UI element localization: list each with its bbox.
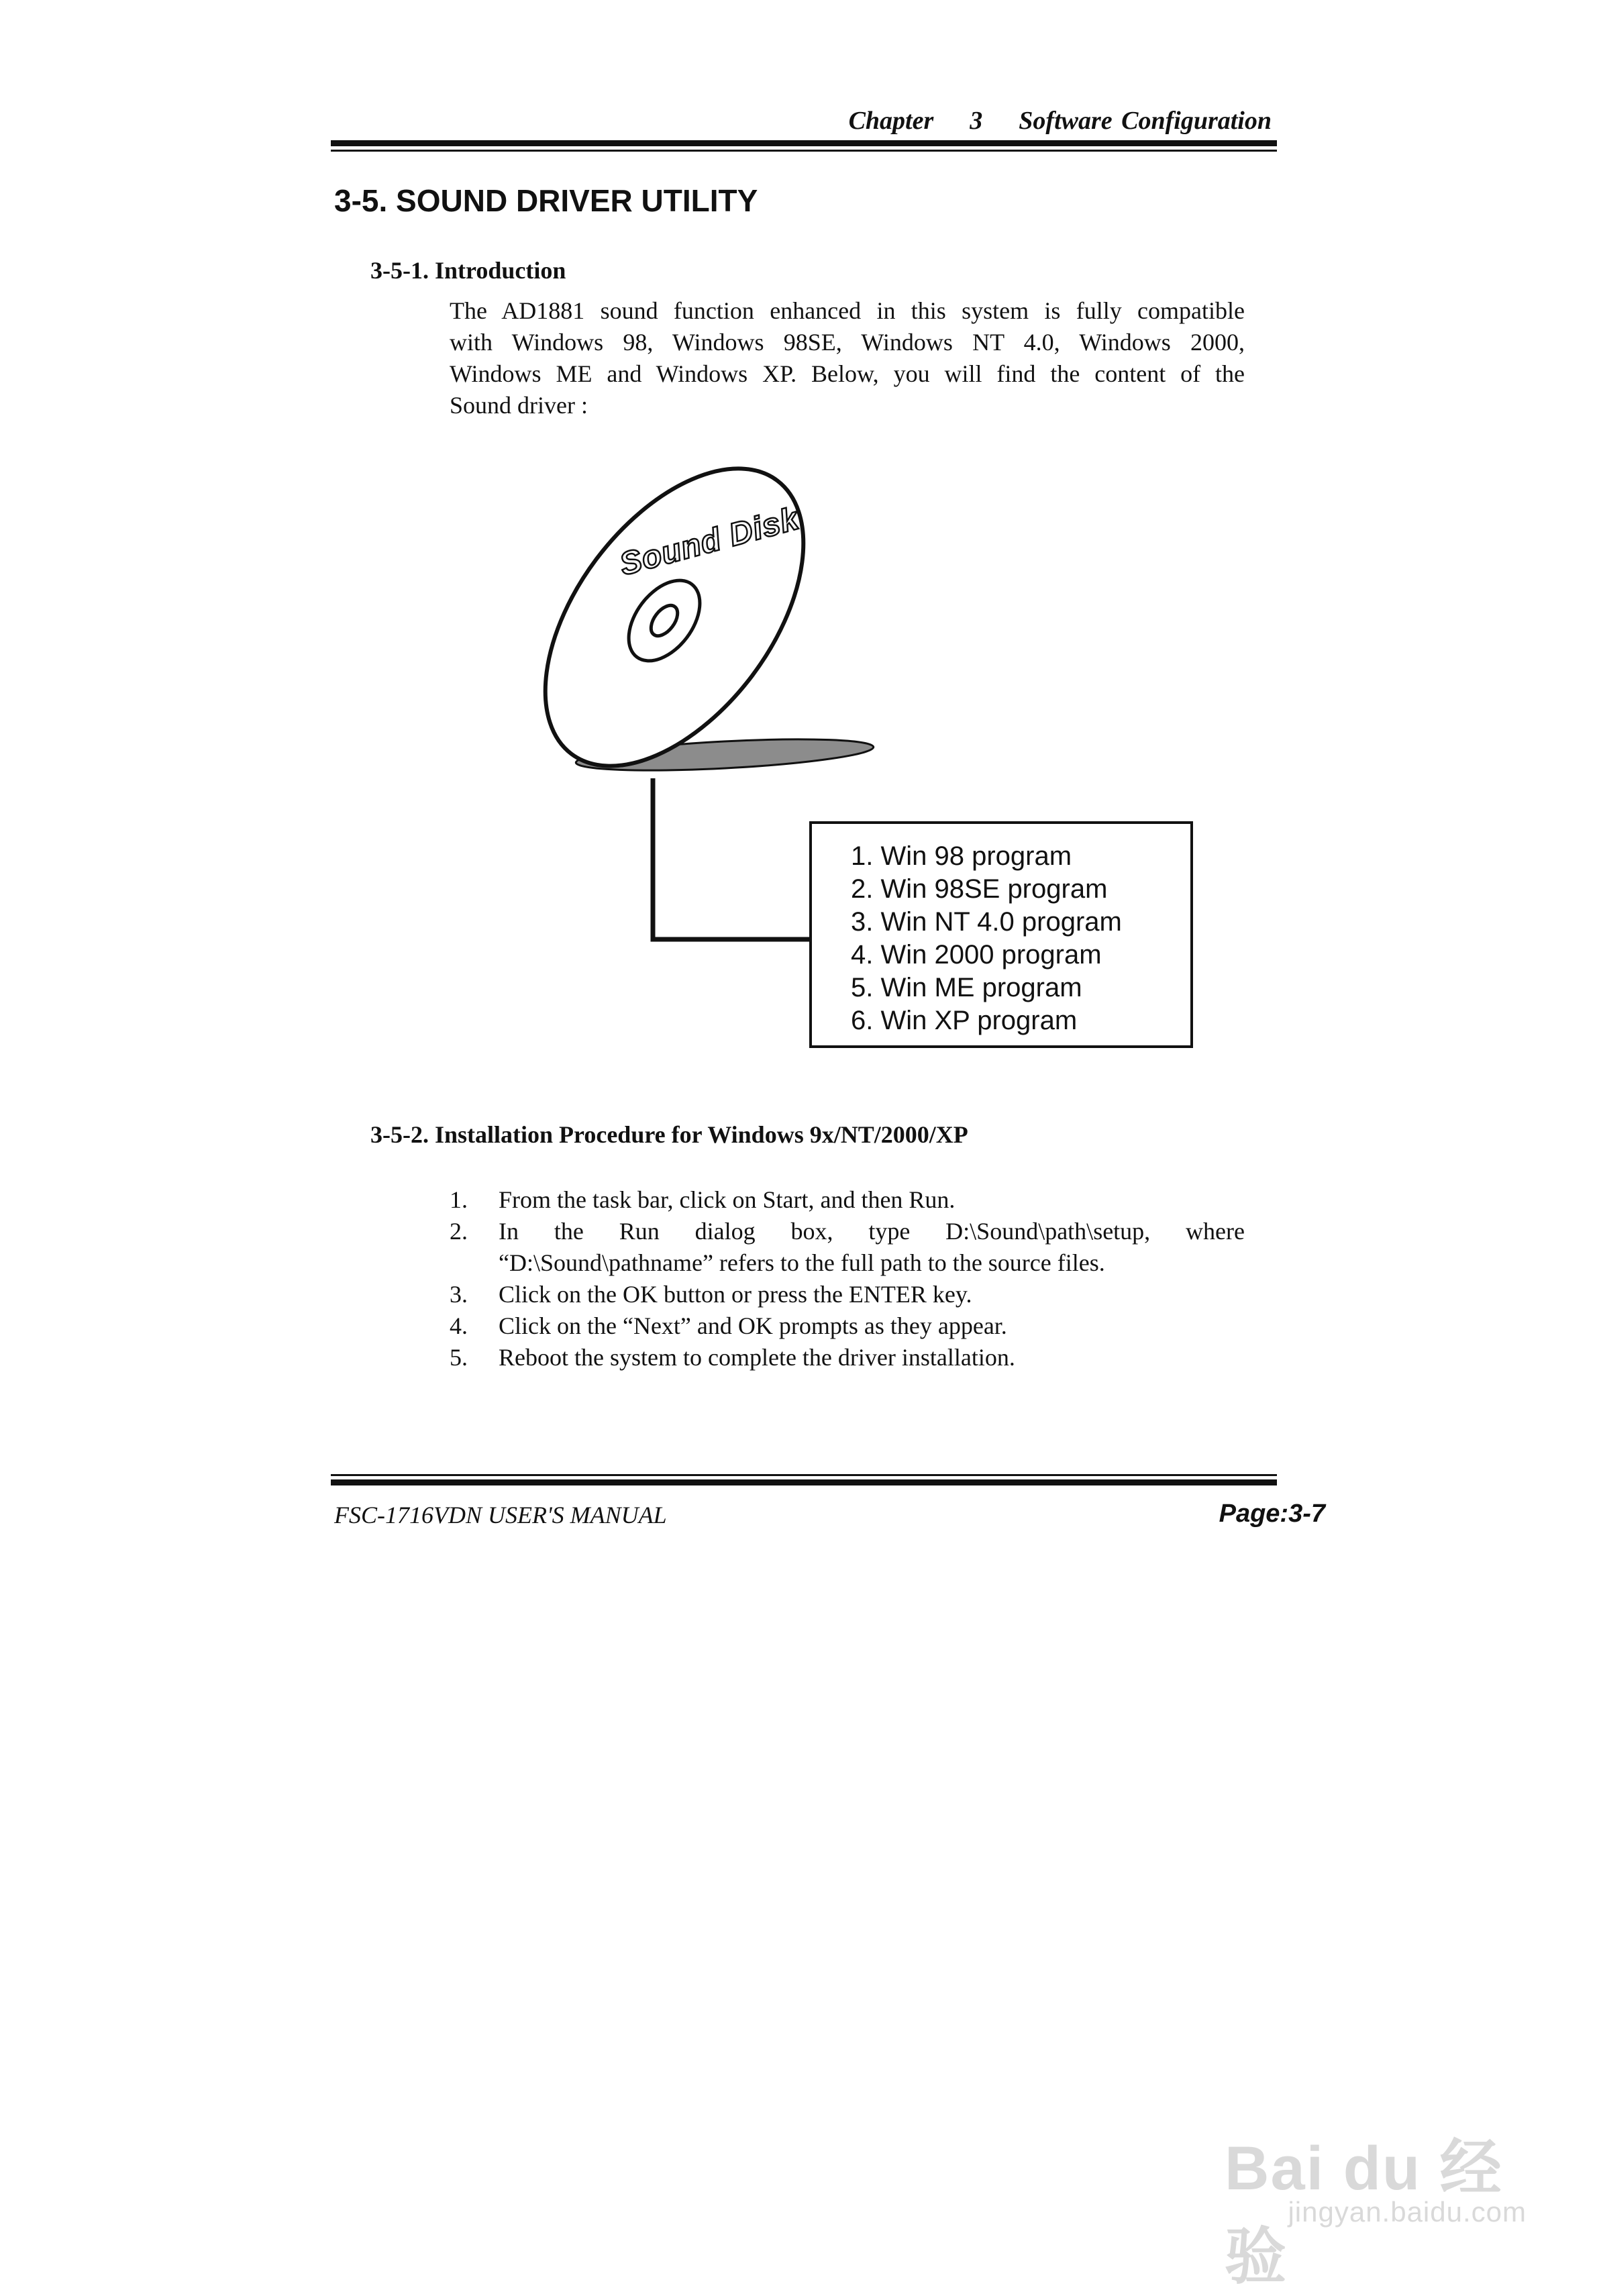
intro-line: The AD1881 sound function enhanced in this system is fully compatible xyxy=(450,297,1245,324)
program-item: 4. Win 2000 program xyxy=(851,940,1102,970)
install-step xyxy=(450,1184,1245,1216)
connector-horizontal xyxy=(653,778,812,939)
program-item: 6. Win XP program xyxy=(851,1006,1078,1035)
step-text: From the task bar, click on Start, and then Run. xyxy=(499,1186,956,1213)
step-text: In the Run dialog box, type D:\Sound\path\setup, where xyxy=(499,1218,1245,1245)
page-number: Page:3-7 xyxy=(1219,1500,1325,1528)
step-number: 1. xyxy=(450,1186,468,1213)
step-number: 5. xyxy=(450,1344,468,1371)
footer-rule-thin xyxy=(331,1474,1277,1476)
install-step xyxy=(450,1342,1245,1373)
intro-line: with Windows 98, Windows 98SE, Windows NT 4.0, Windows 2000, xyxy=(450,329,1245,356)
program-item: 2. Win 98SE program xyxy=(851,874,1108,904)
connector-extension xyxy=(644,775,819,943)
intro-heading: 3-5-1. Introduction xyxy=(370,257,566,284)
step-number: 2. xyxy=(450,1218,468,1245)
install-steps xyxy=(450,1184,1245,1373)
manual-name: FSC-1716VDN USER'S MANUAL xyxy=(334,1502,667,1528)
chapter-title: Software Configuration xyxy=(1019,107,1272,135)
intro-line: Sound driver : xyxy=(450,392,588,419)
program-list xyxy=(812,824,1190,1037)
watermark-url: jingyan.baidu.com xyxy=(1288,2196,1527,2228)
program-item: 3. Win NT 4.0 program xyxy=(851,907,1122,937)
step-text: Click on the “Next” and OK prompts as they appear. xyxy=(499,1312,1007,1339)
section-title: 3-5. SOUND DRIVER UTILITY xyxy=(334,183,758,218)
install-step xyxy=(450,1216,1245,1279)
header-rule-thin xyxy=(331,150,1277,152)
chapter-number: 3 xyxy=(970,107,983,135)
chapter-label: Chapter xyxy=(848,107,934,135)
intro-line: Windows ME and Windows XP. Below, you will find the content of the xyxy=(450,360,1245,387)
page-header xyxy=(849,106,1272,136)
sound-disk-figure xyxy=(510,456,886,792)
intro-paragraph xyxy=(450,295,1245,421)
program-list-box xyxy=(809,821,1193,1048)
step-number: 4. xyxy=(450,1312,468,1339)
footer-rule-thick xyxy=(331,1479,1277,1485)
step-number: 3. xyxy=(450,1281,468,1308)
baidu-watermark xyxy=(1225,2112,1533,2291)
program-item: 5. Win ME program xyxy=(851,973,1082,1002)
step-text: Reboot the system to complete the driver installation. xyxy=(499,1344,1015,1371)
program-item: 1. Win 98 program xyxy=(851,841,1072,871)
install-heading: 3-5-2. Installation Procedure for Windows 9x/NT/2000/XP xyxy=(370,1121,968,1148)
install-step xyxy=(450,1310,1245,1342)
install-step xyxy=(450,1279,1245,1310)
header-rule-thick xyxy=(331,140,1277,146)
disk-label: Sound Disk xyxy=(616,501,803,583)
step-text: Click on the OK button or press the ENTER key. xyxy=(499,1281,972,1308)
step-text: “D:\Sound\pathname” refers to the full path to the source files. xyxy=(499,1249,1105,1276)
watermark-brand: Bai du 经验 xyxy=(1225,2134,1503,2291)
